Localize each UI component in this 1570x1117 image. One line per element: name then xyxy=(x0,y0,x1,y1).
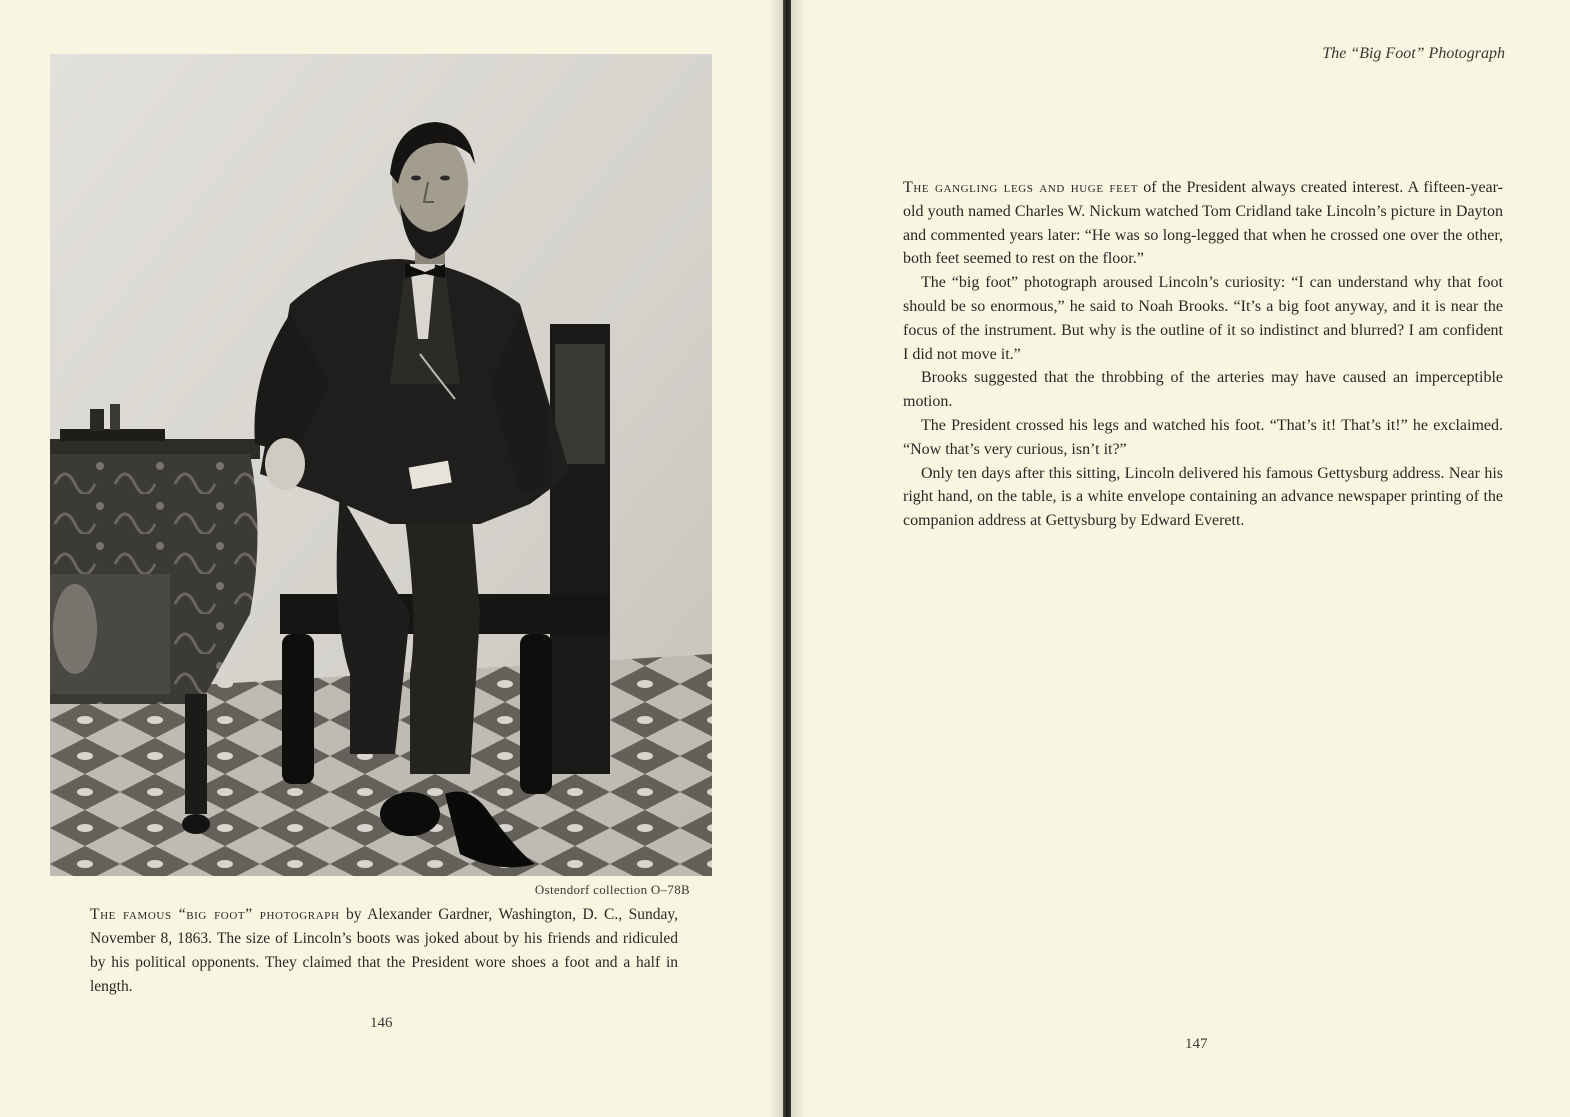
right-page-shade xyxy=(791,0,805,1117)
left-page-shade xyxy=(769,0,783,1117)
paragraph-4: The President crossed his legs and watched his foot. “That’s it! That’s it!” he exclaimed. “Now that’s very curious, isn’t it?” xyxy=(903,416,1503,458)
photograph-illustration xyxy=(50,54,712,876)
caption-lead: The famous “big foot” photograph xyxy=(90,906,340,923)
photo-caption xyxy=(90,903,678,999)
paragraph-2: The “big foot” photograph aroused Lincoln’s curiosity: “I can understand why that foot should be so enormous,” he said to Noah Brooks. “It’s a big foot anyway, and it is near the focus of the instrument. But why is the outline of it so indistinct and blurred? I am confident I did not move it.” xyxy=(903,274,1503,363)
left-page xyxy=(0,0,783,1117)
book-gutter xyxy=(783,0,791,1117)
body-text xyxy=(903,176,1503,533)
paragraph-5: Only ten days after this sitting, Lincoln delivered his famous Gettysburg address. Near his right hand, on the table, is a white envelope containing an advance newspaper printing of the companion address at Gettysburg by Edward Everett. xyxy=(903,464,1503,530)
paragraph-1-text: of the President always created interest. A fifteen-year-old youth named Charles W. Nickum watched Tom Cridland take Lincoln’s picture in Dayton and commented years later: “He was so long-legged that when he crossed one over the other, both feet seemed to rest on the floor.” xyxy=(903,179,1503,268)
paragraph-3: Brooks suggested that the throbbing of the arteries may have caused an imperceptible motion. xyxy=(903,369,1503,411)
photo-credit: Ostendorf collection O–78B xyxy=(534,882,690,897)
page-number-right: 147 xyxy=(1185,1036,1208,1052)
paragraph-1-lead: The gangling legs and huge feet xyxy=(903,179,1139,196)
running-head: The “Big Foot” Photograph xyxy=(1322,45,1505,62)
page-number-left: 146 xyxy=(370,1015,393,1031)
lincoln-photograph xyxy=(50,54,712,876)
paragraph-1 xyxy=(903,176,1503,271)
right-page xyxy=(791,0,1570,1117)
caption-text: by Alexander Gardner, Washington, D. C., Sunday, November 8, 1863. The size of Lincoln’s boots was joked about by his friends and ridiculed by his political opponents. They claimed that the President wore shoes a foot and a half in length. xyxy=(90,906,679,995)
